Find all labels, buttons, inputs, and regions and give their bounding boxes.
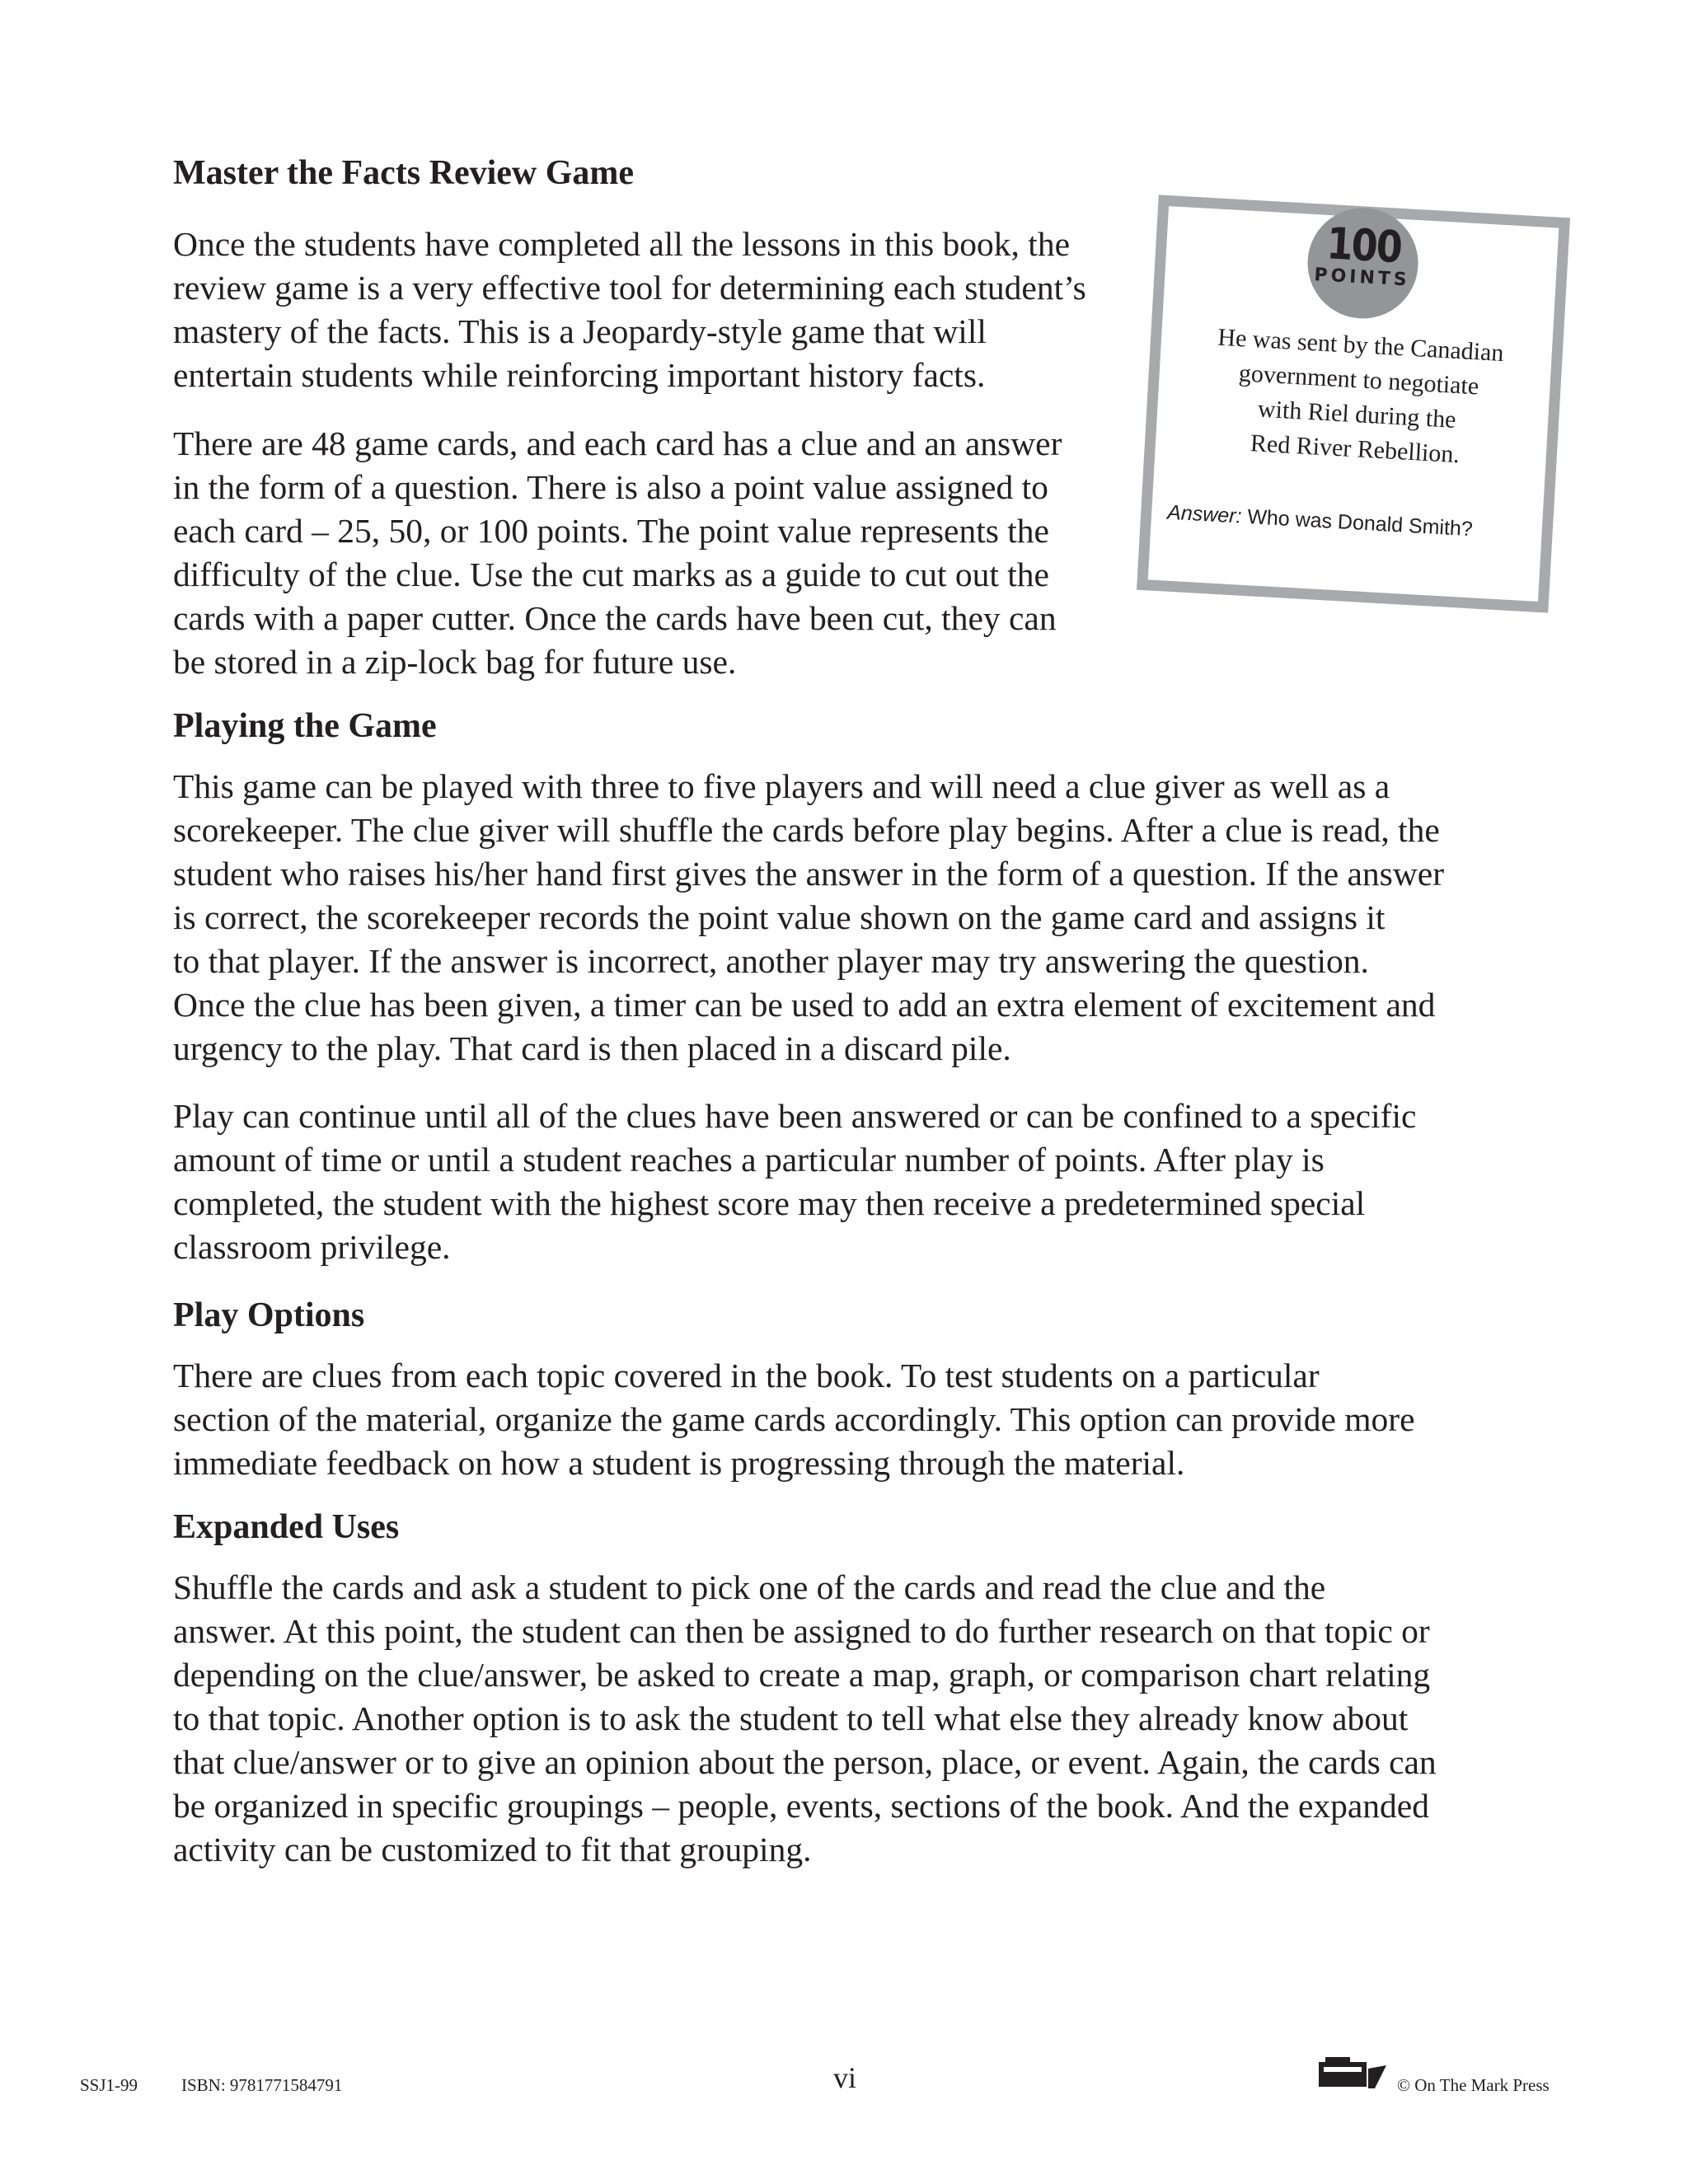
card-clue: [1177, 318, 1539, 476]
text-line: classroom privilege.: [173, 1228, 451, 1266]
answer-label: Answer:: [1166, 500, 1243, 528]
paragraph-master-2: [173, 422, 1142, 684]
page-number: vi: [832, 2061, 856, 2094]
clue-line: with Riel during the: [1257, 395, 1457, 434]
text-line: to that player. If the answer is incorrect, another player may try answering the question.: [173, 942, 1369, 980]
sample-game-card: [1137, 194, 1570, 612]
text-line: urgency to the play. That card is then placed in a discard pile.: [173, 1029, 1011, 1067]
text-line: completed, the student with the highest score may then receive a predetermined special: [173, 1184, 1366, 1222]
text-line: answer. At this point, the student can then be assigned to do further research on that topic or: [173, 1612, 1430, 1650]
section-heading-options: Play Options: [173, 1296, 365, 1334]
clue-line: He was sent by the Canadian: [1217, 323, 1505, 368]
text-line: activity can be customized to fit that grouping.: [173, 1830, 812, 1868]
footer-isbn: ISBN: 9781771584791: [181, 2075, 343, 2095]
text-line: be organized in specific groupings – people, events, sections of the book. And the expanded: [173, 1787, 1429, 1825]
text-line: review game is a very effective tool for determining each student’s: [173, 269, 1086, 307]
clue-line: government to negotiate: [1238, 359, 1480, 401]
text-line: There are 48 game cards, and each card has a clue and an answer: [173, 424, 1062, 462]
text-line: Once the students have completed all the lessons in this book, the: [173, 225, 1070, 263]
text-line: each card – 25, 50, or 100 points. The point value represents the: [173, 512, 1049, 550]
text-line: in the form of a question. There is also a point value assigned to: [173, 468, 1048, 506]
text-line: to that topic. Another option is to ask the student to tell what else they already know about: [173, 1699, 1409, 1737]
paragraph-playing-2: [173, 1094, 1525, 1269]
text-line: mastery of the facts. This is a Jeopardy-style game that will: [173, 312, 987, 350]
text-line: cards with a paper cutter. Once the cards have been cut, they can: [173, 599, 1057, 637]
text-line: Once the clue has been given, a timer can be used to add an extra element of excitement and: [173, 986, 1436, 1024]
section-heading-master: Master the Facts Review Game: [173, 154, 635, 192]
section-heading-playing: Playing the Game: [173, 707, 437, 745]
text-line: difficulty of the clue. Use the cut marks as a guide to cut out the: [173, 555, 1049, 593]
paragraph-expanded-1: [173, 1566, 1525, 1872]
text-line: that clue/answer or to give an opinion about the person, place, or event. Again, the cards can: [173, 1743, 1437, 1781]
text-line: There are clues from each topic covered in the book. To test students on a particular: [173, 1357, 1320, 1394]
paragraph-playing-1: [173, 765, 1525, 1071]
text-line: entertain students while reinforcing important history facts.: [173, 356, 986, 394]
text-line: Shuffle the cards and ask a student to pick one of the cards and read the clue and the: [173, 1568, 1326, 1606]
text-line: student who raises his/her hand first gives the answer in the form of a question. If the answer: [173, 855, 1445, 893]
answer-text: Who was Donald Smith?: [1246, 505, 1474, 541]
text-line: amount of time or until a student reaches a particular number of points. After play is: [173, 1141, 1325, 1179]
footer-copyright: © On The Mark Press: [1397, 2075, 1550, 2095]
paragraph-master-1: [173, 223, 1142, 397]
on-the-mark-logo-icon: [1317, 2055, 1388, 2095]
section-heading-expanded: Expanded Uses: [173, 1508, 400, 1546]
paragraph-options-1: [173, 1354, 1525, 1485]
clue-line: Red River Rebellion.: [1250, 429, 1461, 469]
text-line: is correct, the scorekeeper records the point value shown on the game card and assigns it: [173, 898, 1386, 936]
text-line: section of the material, organize the game cards accordingly. This option can provide more: [173, 1400, 1415, 1438]
text-line: immediate feedback on how a student is progressing through the material.: [173, 1444, 1185, 1482]
points-value: 100: [1325, 217, 1403, 273]
text-line: This game can be played with three to five players and will need a clue giver as well as a: [173, 767, 1390, 805]
text-line: scorekeeper. The clue giver will shuffle the cards before play begins. After a clue is read, the: [173, 811, 1440, 849]
footer-code: SSJ1-99: [80, 2075, 138, 2095]
text-line: be stored in a zip-lock bag for future use.: [173, 643, 737, 681]
text-line: depending on the clue/answer, be asked to create a map, graph, or comparison chart relating: [173, 1656, 1431, 1694]
text-line: Play can continue until all of the clues have been answered or can be confined to a specific: [173, 1097, 1417, 1135]
points-label: POINTS: [1313, 265, 1411, 291]
